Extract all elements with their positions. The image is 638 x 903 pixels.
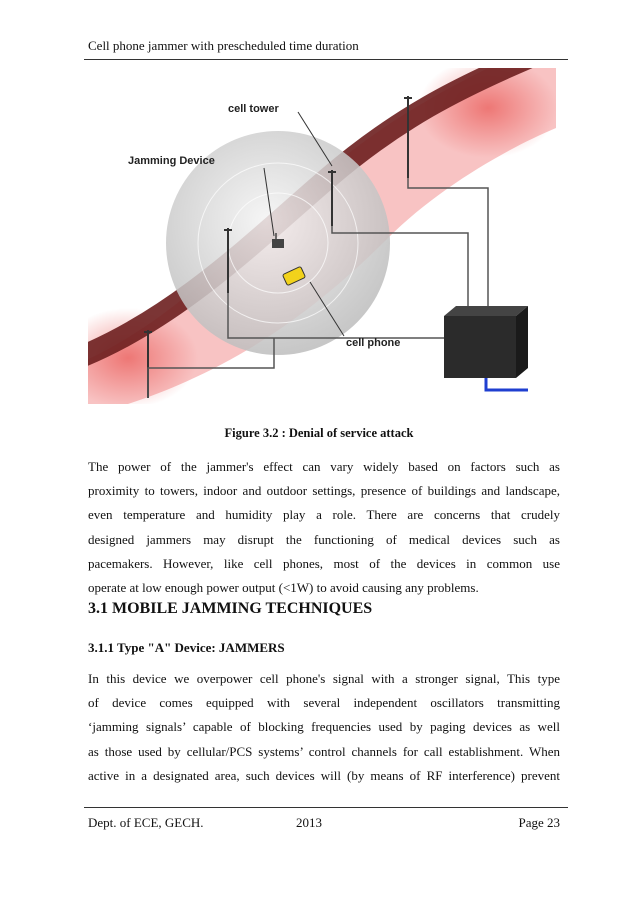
subsection-heading: 3.1.1 Type "A" Device: JAMMERS <box>88 640 285 655</box>
base-station-box <box>444 316 516 378</box>
paragraph-1 <box>88 455 560 600</box>
text-line: In this device we overpower cell phone's signal with a stronger signal, This type <box>88 671 560 686</box>
text-line: of device comes equipped with several independent oscillators transmitting <box>88 695 560 711</box>
running-header: Cell phone jammer with prescheduled time duration <box>88 38 359 53</box>
text-line: proximity to towers, indoor and outdoor settings, presence of buildings and landscape, <box>88 483 560 499</box>
header-rule <box>84 59 568 60</box>
text-line: designed jammers may disrupt the functioning of medical devices such as <box>88 531 560 547</box>
text-line: pacemakers. However, like cell phones, most of the devices in common use <box>88 555 560 571</box>
footer-page-number: Page 23 <box>518 815 560 830</box>
text-line: operate at low enough power output (<1W) to avoid causing any problems. <box>88 580 479 596</box>
denial-of-service-figure <box>88 68 556 404</box>
text-line: The power of the jammer's effect can vary widely based on factors such as <box>88 459 560 474</box>
text-line: even temperature and humidity play a role. There are concerns that crudely <box>88 507 560 523</box>
figure-caption: Figure 3.2 : Denial of service attack <box>224 426 414 440</box>
footer-year: 2013 <box>296 815 322 830</box>
footer-department: Dept. of ECE, GECH. <box>88 815 204 830</box>
text-line: active in a designated area, such devices will (by means of RF interference) prevent <box>88 767 560 783</box>
footer-rule <box>84 807 568 808</box>
label-cell-tower: cell tower <box>228 103 279 115</box>
jamming-device <box>272 239 284 248</box>
section-heading: 3.1 MOBILE JAMMING TECHNIQUES <box>88 600 373 617</box>
text-line: as those used by cellular/PCS systems’ control channels for call establishment. When <box>88 743 560 759</box>
label-cell-phone: cell phone <box>346 337 401 349</box>
text-line: ‘jamming signals’ capable of blocking frequencies used by paging devices as well <box>88 719 560 735</box>
label-jamming-device: Jamming Device <box>128 155 215 167</box>
paragraph-2 <box>88 667 560 788</box>
power-cable <box>486 378 528 390</box>
